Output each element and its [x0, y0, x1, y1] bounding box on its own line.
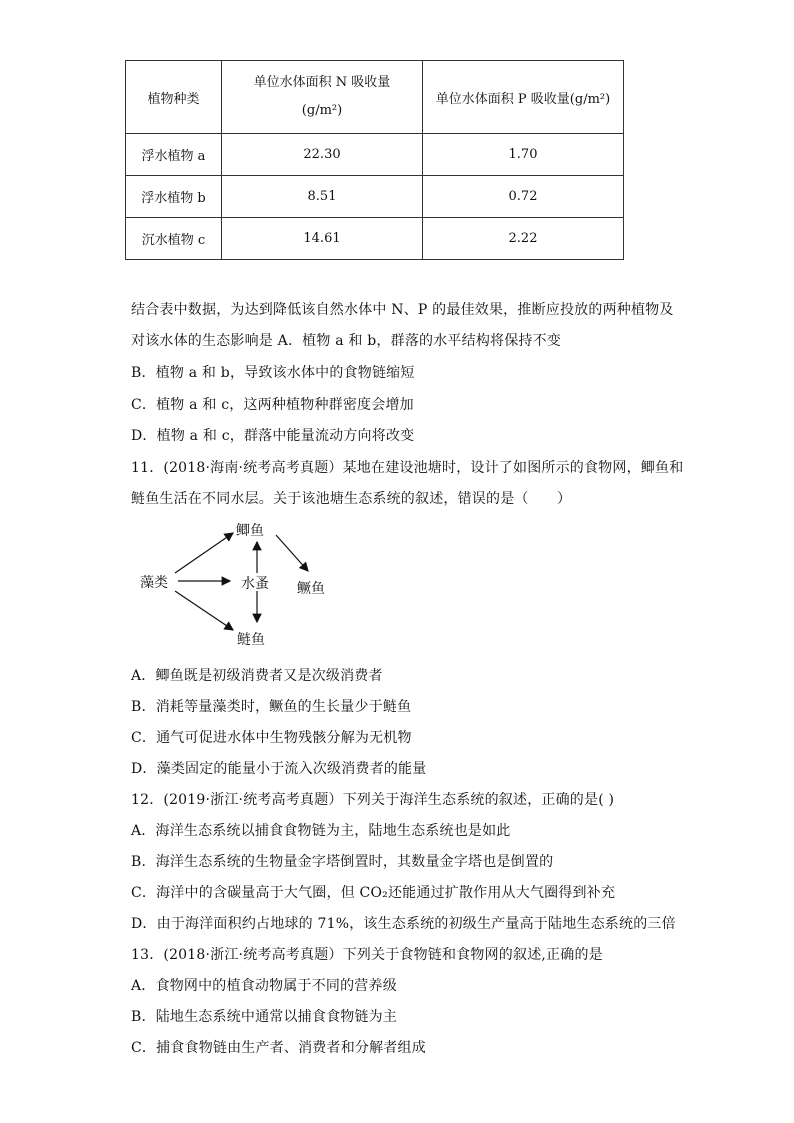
cell-p-value: 1.70 [423, 134, 624, 176]
node-flea: 水蚤 [241, 576, 269, 592]
table-row [126, 218, 624, 260]
header-species: 植物种类 [126, 61, 222, 134]
node-algae: 藻类 [140, 575, 168, 591]
cell-n-value: 22.30 [222, 134, 423, 176]
question-10-stem-line2: 对该水体的生态影响是 A．植物 a 和 b，群落的水平结构将保持不变 [131, 333, 562, 349]
absorption-table [125, 60, 624, 260]
question-12-option-b: B．海洋生态系统的生物量金字塔倒置时，其数量金字塔也是倒置的 [131, 854, 554, 870]
question-12-option-a: A．海洋生态系统以捕食食物链为主，陆地生态系统也是如此 [131, 823, 511, 839]
question-12-stem: 12．(2019·浙江·统考高考真题）下列关于海洋生态系统的叙述，正确的是( ) [131, 792, 615, 808]
question-12-option-d: D．由于海洋面积约占地球的 71%，该生态系统的初级生产量高于陆地生态系统的三倍 [131, 916, 676, 932]
question-12-option-c: C．海洋中的含碳量高于大气圈，但 CO₂还能通过扩散作用从大气圈得到补充 [131, 885, 616, 901]
arrow-crucian-to-mandarin [276, 535, 308, 571]
node-crucian: 鲫鱼 [236, 523, 264, 539]
question-13-stem: 13．(2018·浙江·统考高考真题）下列关于食物链和食物网的叙述,正确的是 [131, 947, 603, 963]
table-header-row [126, 61, 624, 134]
cell-p-value: 2.22 [423, 218, 624, 260]
table-row [126, 176, 624, 218]
header-n-unit: (g/m²) [301, 103, 343, 118]
question-10-option-d: D．植物 a 和 c，群落中能量流动方向将改变 [131, 428, 415, 444]
question-11-option-a: A．鲫鱼既是初级消费者又是次级消费者 [131, 668, 383, 684]
cell-species: 沉水植物 c [126, 218, 222, 260]
question-11-stem-line1: 11．(2018·海南·统考高考真题）某地在建设池塘时，设计了如图所示的食物网，鲫鱼和 [131, 460, 684, 476]
node-mandarin-fish: 鳜鱼 [297, 581, 325, 597]
node-silver-carp: 鲢鱼 [237, 632, 265, 648]
question-13-option-c: C．捕食食物链由生产者、消费者和分解者组成 [131, 1040, 426, 1056]
header-n-absorption [222, 61, 423, 134]
question-13-option-a: A．食物网中的植食动物属于不同的营养级 [131, 978, 397, 994]
cell-species: 浮水植物 b [126, 176, 222, 218]
arrow-algae-to-silver [175, 591, 233, 630]
cell-n-value: 8.51 [222, 176, 423, 218]
cell-n-value: 14.61 [222, 218, 423, 260]
question-10-stem-line1: 结合表中数据，为达到降低该自然水体中 N、P 的最佳效果，推断应投放的两种植物及 [131, 302, 674, 318]
cell-species: 浮水植物 a [126, 134, 222, 176]
food-web-diagram [130, 515, 350, 650]
question-11-stem-line2: 鲢鱼生活在不同水层。关于该池塘生态系统的叙述，错误的是（ ） [131, 491, 572, 507]
question-11-option-c: C．通气可促进水体中生物残骸分解为无机物 [131, 730, 412, 746]
question-13-option-b: B．陆地生态系统中通常以捕食食物链为主 [131, 1009, 398, 1025]
question-11-option-b: B．消耗等量藻类时，鳜鱼的生长量少于鲢鱼 [131, 699, 412, 715]
table-row [126, 134, 624, 176]
header-p-absorption: 单位水体面积 P 吸收量(g/m²) [423, 61, 624, 134]
question-11-option-d: D．藻类固定的能量小于流入次级消费者的能量 [131, 761, 427, 777]
header-n-label: 单位水体面积 N 吸收量 [253, 75, 391, 90]
arrow-algae-to-crucian [175, 533, 233, 573]
question-10-option-b: B．植物 a 和 b，导致该水体中的食物链缩短 [131, 365, 415, 381]
cell-p-value: 0.72 [423, 176, 624, 218]
question-10-option-c: C．植物 a 和 c，这两种植物种群密度会增加 [131, 397, 414, 413]
